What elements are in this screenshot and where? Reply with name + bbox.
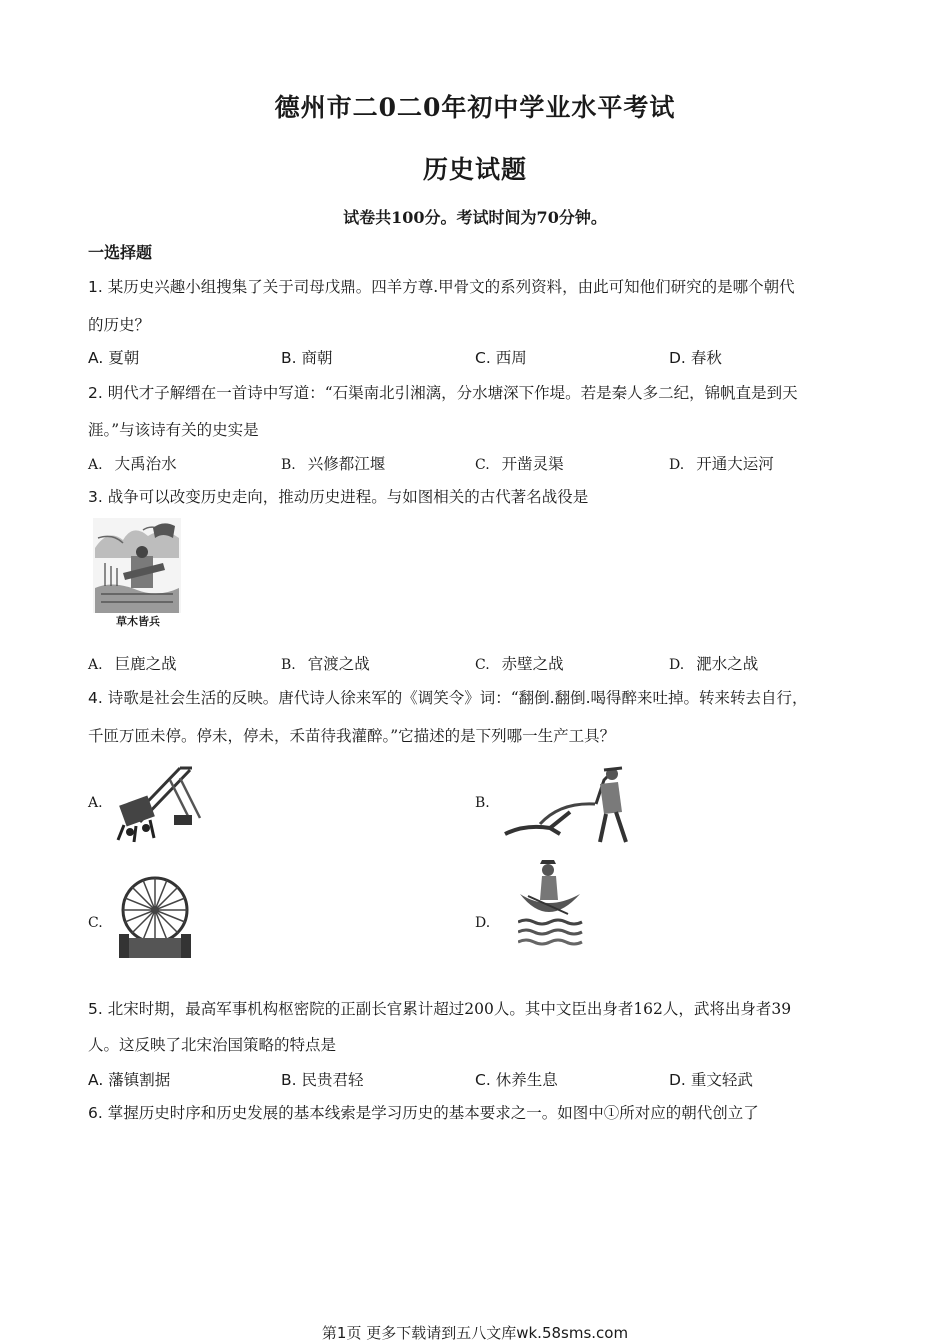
q5-option-d: D. 重文轻武	[669, 1071, 753, 1089]
question-1-line-1: 1. 某历史兴趣小组搜集了关于司母戊鼎。四羊方尊.甲骨文的系列资料，由此可知他们研究的是哪个朝代	[88, 278, 795, 296]
dragon-bone-waterwheel-image	[110, 760, 205, 845]
plowing-farmer-image	[500, 762, 640, 847]
q3-option-a: A. 巨鹿之战	[88, 655, 177, 673]
section-heading: 一选择题	[88, 243, 153, 262]
question-6-line-1: 6. 掌握历史时序和历史发展的基本线索是学习历史的基本要求之一。如图中①所对应的朝代创立了	[88, 1104, 759, 1122]
question-1-line-2: 的历史？	[88, 316, 151, 334]
question-2-line-1: 2. 明代才子解缙在一首诗中写道：“石渠南北引湘漓，分水塘深下作堤。若是秦人多二纪，锦帆直是到天	[88, 384, 798, 402]
q3-option-c: C. 赤壁之战	[475, 655, 564, 673]
question-3-line-1: 3. 战争可以改变历史走向，推动历史进程。与如图相关的古代著名战役是	[88, 488, 589, 506]
q2-option-c: C. 开凿灵渠	[475, 455, 564, 473]
question-4-line-1: 4. 诗歌是社会生活的反映。唐代诗人徐来军的《调笑令》词：“翻倒.翻倒.喝得醉来吐掉。转来转去自行，	[88, 689, 808, 707]
q1-option-d: D. 春秋	[669, 349, 722, 367]
question-2-line-2: 涯。”与该诗有关的史实是	[88, 421, 259, 439]
q2-option-b: B. 兴修都江堰	[281, 455, 386, 473]
question-4-line-2: 千匝万匝未停。停未，停未，禾苗待我灌醉。”它描述的是下列哪一生产工具？	[88, 727, 616, 745]
figure-caption: 草木皆兵	[116, 615, 160, 628]
q3-option-b: B. 官渡之战	[281, 655, 370, 673]
q1-option-b: B. 商朝	[281, 349, 333, 367]
question-5-line-2: 人。这反映了北宋治国策略的特点是	[88, 1036, 337, 1054]
battle-illustration-image	[93, 518, 181, 613]
q2-option-d: D. 开通大运河	[669, 455, 774, 473]
tube-waterwheel-image	[115, 872, 195, 960]
q4-option-a-label: A.	[88, 795, 103, 811]
q5-option-c: C. 休养生息	[475, 1071, 558, 1089]
exam-info: 试卷共100分。考试时间为70分钟。	[343, 208, 607, 227]
q1-option-c: C. 西周	[475, 349, 527, 367]
q3-option-d: D. 淝水之战	[669, 655, 759, 673]
q4-option-c-label: C.	[88, 915, 103, 931]
page-footer: 第1页 更多下载请到五八文库wk.58sms.com	[321, 1324, 629, 1342]
boat-rower-image	[518, 860, 583, 952]
exam-title: 德州市二0二0年初中学业水平考试	[274, 93, 676, 122]
question-5-line-1: 5. 北宋时期，最高军事机构枢密院的正副长官累计超过200人。其中文臣出身者162人，武将出身者39	[88, 1000, 792, 1018]
q4-option-d-label: D.	[475, 915, 491, 931]
q4-option-b-label: B.	[475, 795, 490, 811]
q2-option-a: A. 大禹治水	[88, 455, 177, 473]
q5-option-a: A. 藩镇割据	[88, 1071, 171, 1089]
q5-option-b: B. 民贵君轻	[281, 1071, 364, 1089]
q1-option-a: A. 夏朝	[88, 349, 140, 367]
subject-title: 历史试题	[422, 155, 527, 184]
